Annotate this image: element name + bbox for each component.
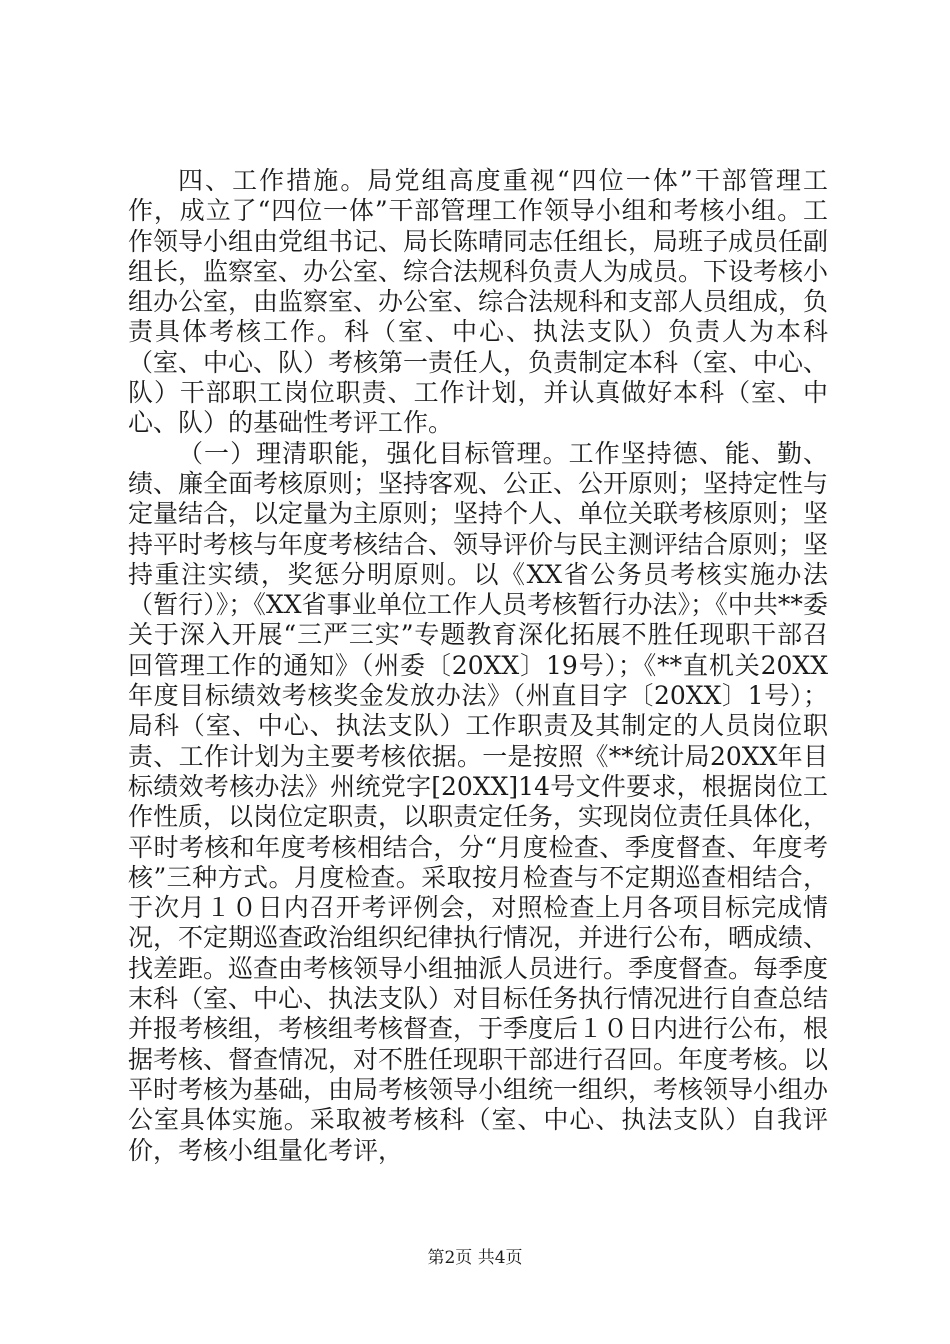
document-body <box>128 166 828 1166</box>
paragraph-work-measures: 四、工作措施。局党组高度重视“四位一体”干部管理工作，成立了“四位一体”干部管理工作领导小组和考核小组。工作领导小组由党组书记、局长陈晴同志任组长，局班子成员任副组长，监察室、办公室、综合法规科负责人为成员。下设考核小组办公室，由监察室、办公室、综合法规科和支部人员组成，负责具体考核工作。科（室、中心、执法支队）负责人为本科（室、中心、队）考核第一责任人，负责制定本科（室、中心、队）干部职工岗位职责、工作计划，并认真做好本科（室、中心、队）的基础性考评工作。 <box>128 166 829 438</box>
paragraph-clarify-functions: （一）理清职能，强化目标管理。工作坚持德、能、勤、绩、廉全面考核原则；坚持客观、公正、公开原则；坚持定性与定量结合，以定量为主原则；坚持个人、单位关联考核原则；坚持平时考核与年度考核结合、领导评价与民主测评结合原则；坚持重注实绩，奖惩分明原则。以《XX省公务员考核实施办法（暂行）》；《XX省事业单位工作人员考核暂行办法》；《中共**委关于深入开展“三严三实”专题教育深化拓展不胜任现职干部召回管理工作的通知》（州委〔20XX〕19号）；《**直机关20XX年度目标绩效考核奖金发放办法》（州直目字〔20XX〕1号）；局科（室、中心、执法支队）工作职责及其制定的人员岗位职责、工作计划为主要考核依据。一是按照《**统计局20XX年目标绩效考核办法》州统党字[20XX]14号文件要求，根据岗位工作性质，以岗位定职责，以职责定任务，实现岗位责任具体化，平时考核和年度考核相结合，分“月度检查、季度督查、年度考核”三种方式。月度检查。采取按月检查与不定期巡查相结合，于次月１０日内召开考评例会，对照检查上月各项目标完成情况，不定期巡查政治组织纪律执行情况，并进行公布，晒成绩、找差距。巡查由考核领导小组抽派人员进行。季度督查。每季度末科（室、中心、执法支队）对目标任务执行情况进行自查总结并报考核组，考核组考核督查，于季度后１０日内进行公布，根据考核、督查情况，对不胜任现职干部进行召回。年度考核。以平时考核为基础，由局考核领导小组统一组织，考核领导小组办公室具体实施。采取被考核科（室、中心、执法支队）自我评价，考核小组量化考评， <box>128 438 829 1165</box>
page-footer: 第2页 共4页 <box>427 1248 523 1268</box>
